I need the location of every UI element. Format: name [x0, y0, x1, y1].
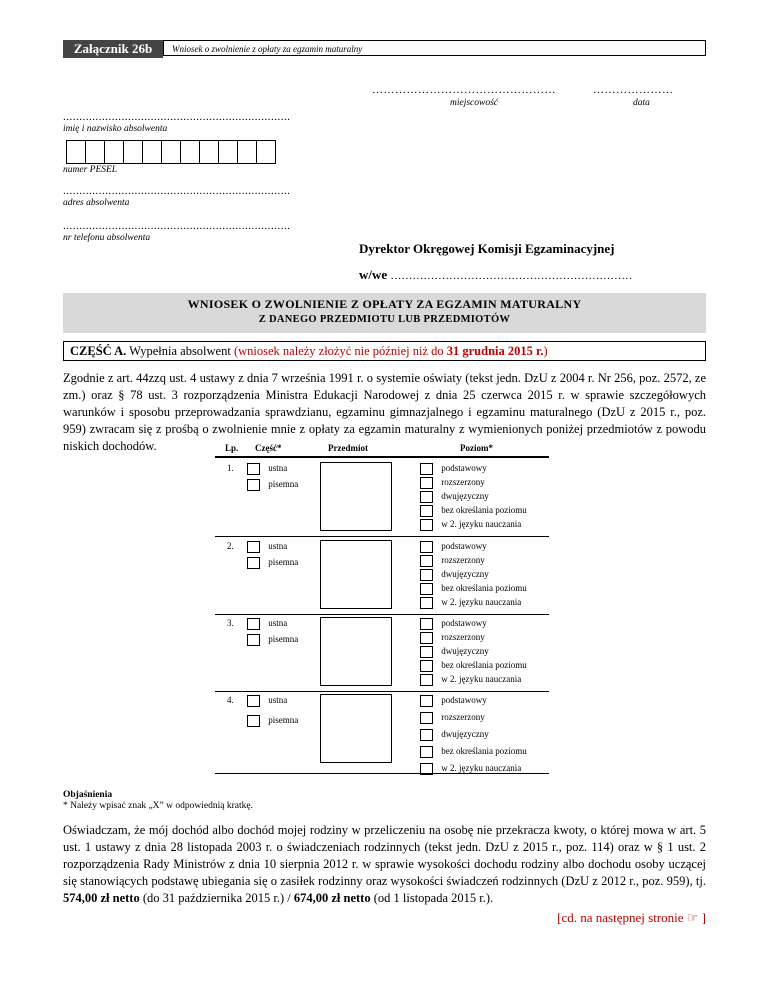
- level-option-label: podstawowy: [441, 463, 487, 474]
- level-checkbox[interactable]: [420, 505, 433, 517]
- part-option[interactable]: [247, 479, 298, 491]
- part-checkbox[interactable]: [247, 557, 260, 569]
- explanations-text: * Należy wpisać znak „X” w odpowiednią kratkę.: [63, 801, 253, 811]
- level-option-label: dwujęzyczny: [441, 646, 489, 657]
- level-checkbox[interactable]: [420, 583, 433, 595]
- part-a-text: Wypełnia absolwent: [126, 344, 234, 358]
- part-option-label: ustna: [268, 618, 288, 629]
- level-option[interactable]: [420, 632, 485, 644]
- part-option[interactable]: [247, 541, 287, 553]
- level-option[interactable]: [420, 491, 489, 503]
- level-checkbox[interactable]: [420, 597, 433, 609]
- level-option[interactable]: [420, 712, 485, 724]
- row-divider: [215, 614, 549, 615]
- part-checkbox[interactable]: [247, 618, 260, 630]
- level-option-label: bez określania poziomu: [441, 505, 527, 516]
- part-checkbox[interactable]: [247, 695, 260, 707]
- level-option[interactable]: [420, 569, 489, 581]
- level-checkbox[interactable]: [420, 541, 433, 553]
- level-checkbox[interactable]: [420, 632, 433, 644]
- name-label: imię i nazwisko absolwenta: [63, 124, 168, 134]
- addressee-prefix: w/we: [359, 267, 388, 282]
- level-option[interactable]: [420, 463, 487, 475]
- table-bottom-rule: [215, 773, 549, 774]
- part-option-label: pisemna: [268, 715, 299, 726]
- level-option-label: rozszerzony: [441, 632, 485, 643]
- part-checkbox[interactable]: [247, 479, 260, 491]
- part-option-label: ustna: [268, 463, 288, 474]
- level-option[interactable]: [420, 646, 489, 658]
- place-label: miejscowość: [450, 98, 499, 108]
- part-checkbox[interactable]: [247, 463, 260, 475]
- addressee-city-line: [359, 267, 632, 283]
- part-option[interactable]: [247, 557, 298, 569]
- level-checkbox[interactable]: [420, 646, 433, 658]
- part-a-heading: [63, 341, 706, 361]
- level-option-label: w 2. języku nauczania: [441, 763, 522, 774]
- part-checkbox[interactable]: [247, 715, 260, 727]
- part-option-label: ustna: [268, 695, 288, 706]
- subject-input[interactable]: [320, 617, 392, 686]
- level-checkbox[interactable]: [420, 491, 433, 503]
- part-option-label: ustna: [268, 541, 288, 552]
- level-option-label: dwujęzyczny: [441, 569, 489, 580]
- level-option[interactable]: [420, 477, 485, 489]
- addressee-city-field[interactable]: …………………………………………………………: [390, 270, 633, 282]
- level-option[interactable]: [420, 505, 527, 517]
- level-checkbox[interactable]: [420, 712, 433, 724]
- row-divider: [215, 691, 549, 692]
- level-checkbox[interactable]: [420, 695, 433, 707]
- level-option[interactable]: [420, 555, 485, 567]
- subject-input[interactable]: [320, 462, 392, 531]
- income-declaration: Oświadczam, że mój dochód albo dochód mojej rodziny w przeliczeniu na osobę nie przekracza kwoty, o której mowa w art. 5 ust. 1 ustawy z dnia 28 listopada 2003 r. o świadczeniach rodzinnych (tekst jedn. DzU z 2015 r., poz. 114) oraz w § 1 ust. 2 rozporządzenia Rady Ministrów z dnia 10 sierpnia 2012 r. w sprawie wysokości dochodu rodziny albo dochodu osoby uczącej się stanowiących podstawę ubiegania się o zasiłek rodzinny oraz wysokości świadczeń rodzinnych (DzU z 2012 r., poz. 959), tj. 574,00 zł netto (do 31 października 2015 r.) / 674,00 zł netto (od 1 listopada 2015 r.).: [63, 823, 706, 905]
- col-part: Część*: [255, 443, 282, 453]
- part-option-label: pisemna: [268, 634, 299, 645]
- level-option[interactable]: [420, 597, 521, 609]
- subjects-table: [215, 443, 549, 783]
- col-lp: Lp.: [225, 443, 239, 453]
- part-option[interactable]: [247, 618, 287, 630]
- level-option-label: bez określania poziomu: [441, 583, 527, 594]
- level-checkbox[interactable]: [420, 555, 433, 567]
- date-field[interactable]: …………………: [593, 84, 674, 96]
- level-checkbox[interactable]: [420, 729, 433, 741]
- level-checkbox[interactable]: [420, 519, 433, 531]
- part-option[interactable]: [247, 715, 298, 727]
- title-line-1: WNIOSEK O ZWOLNIENIE Z OPŁATY ZA EGZAMIN MATURALNY: [187, 297, 582, 311]
- level-checkbox[interactable]: [420, 477, 433, 489]
- phone-label: nr telefonu absolwenta: [63, 233, 151, 243]
- address-field[interactable]: ......................................................................: [63, 185, 291, 197]
- level-option-label: w 2. języku nauczania: [441, 674, 522, 685]
- row-number: 3.: [227, 618, 234, 628]
- level-option[interactable]: [420, 695, 487, 707]
- name-field[interactable]: ......................................................................: [63, 111, 291, 123]
- level-checkbox[interactable]: [420, 674, 433, 686]
- table-body: [215, 443, 549, 783]
- level-option-label: podstawowy: [441, 618, 487, 629]
- subject-input[interactable]: [320, 694, 392, 763]
- place-field[interactable]: …………………………………………: [372, 84, 556, 96]
- col-subject: Przedmiot: [328, 443, 368, 453]
- level-checkbox[interactable]: [420, 618, 433, 630]
- row-number: 4.: [227, 695, 234, 705]
- date-label: data: [633, 98, 650, 108]
- part-option[interactable]: [247, 463, 287, 475]
- attachment-tag: Załącznik 26b: [63, 40, 163, 58]
- level-option-label: dwujęzyczny: [441, 491, 489, 502]
- level-checkbox[interactable]: [420, 660, 433, 672]
- level-option-label: podstawowy: [441, 541, 487, 552]
- level-option-label: rozszerzony: [441, 712, 485, 723]
- part-checkbox[interactable]: [247, 541, 260, 553]
- part-option[interactable]: [247, 634, 298, 646]
- level-option[interactable]: [420, 660, 527, 672]
- subject-input[interactable]: [320, 540, 392, 609]
- level-option[interactable]: [420, 729, 489, 741]
- row-divider: [215, 536, 549, 537]
- row-number: 2.: [227, 541, 234, 551]
- part-a-label: CZĘŚĆ A.: [70, 344, 127, 358]
- level-option-label: w 2. języku nauczania: [441, 597, 522, 608]
- level-option-label: rozszerzony: [441, 555, 485, 566]
- explanations: [63, 790, 253, 812]
- level-checkbox[interactable]: [420, 746, 433, 758]
- level-checkbox[interactable]: [420, 463, 433, 475]
- address-label: adres absolwenta: [63, 198, 130, 208]
- level-option[interactable]: [420, 541, 487, 553]
- form-title-header: Wniosek o zwolnienie z opłaty za egzamin maturalny: [163, 40, 706, 56]
- level-option-label: podstawowy: [441, 695, 487, 706]
- level-option[interactable]: [420, 519, 521, 531]
- explanations-title: Objaśnienia: [63, 790, 113, 800]
- intro-paragraph: Zgodnie z art. 44zzq ust. 4 ustawy z dnia 7 września 1991 r. o systemie oświaty (tekst jedn. DzU z 2004 r. Nr 256, poz. 2572, ze zm.) oraz § 78 ust. 3 rozporządzenia Ministra Edukacji Narodowej z dnia 25 czerwca 2015 r. w sprawie szczegółowych warunków i sposobu przeprowadzania sprawdzianu, egzaminu gimnazjalnego i egzaminu maturalnego (DzU z 2015 r., poz. 959) zwracam się z prośbą o zwolnienie mnie z opłaty za egzamin maturalny z wymienionych poniżej przedmiotów z powodu niskich dochodów.: [63, 371, 706, 453]
- part-checkbox[interactable]: [247, 634, 260, 646]
- part-option-label: pisemna: [268, 479, 299, 490]
- part-option[interactable]: [247, 695, 287, 707]
- level-option[interactable]: [420, 746, 527, 758]
- level-option-label: bez określania poziomu: [441, 660, 527, 671]
- level-option-label: bez określania poziomu: [441, 746, 527, 757]
- level-option[interactable]: [420, 583, 527, 595]
- pesel-input[interactable]: [66, 140, 276, 164]
- continued-note: [cd. na następnej stronie ☞ ]: [557, 910, 706, 925]
- row-number: 1.: [227, 463, 234, 473]
- application-title: [63, 293, 706, 333]
- level-option-label: w 2. języku nauczania: [441, 519, 522, 530]
- level-checkbox[interactable]: [420, 569, 433, 581]
- col-level: Poziom*: [460, 443, 493, 453]
- addressee-line: Dyrektor Okręgowej Komisji Egzaminacyjnej: [359, 241, 615, 256]
- phone-field[interactable]: ......................................................................: [63, 220, 291, 232]
- pesel-label: numer PESEL: [63, 165, 118, 175]
- part-option-label: pisemna: [268, 557, 299, 568]
- level-option[interactable]: [420, 674, 521, 686]
- level-option-label: dwujęzyczny: [441, 729, 489, 740]
- part-a-deadline: (wniosek należy złożyć nie później niż do 31 grudnia 2015 r.): [233, 344, 548, 358]
- level-option-label: rozszerzony: [441, 477, 485, 488]
- title-line-2: Z DANEGO PRZEDMIOTU LUB PRZEDMIOTÓW: [258, 314, 511, 325]
- level-option[interactable]: [420, 618, 487, 630]
